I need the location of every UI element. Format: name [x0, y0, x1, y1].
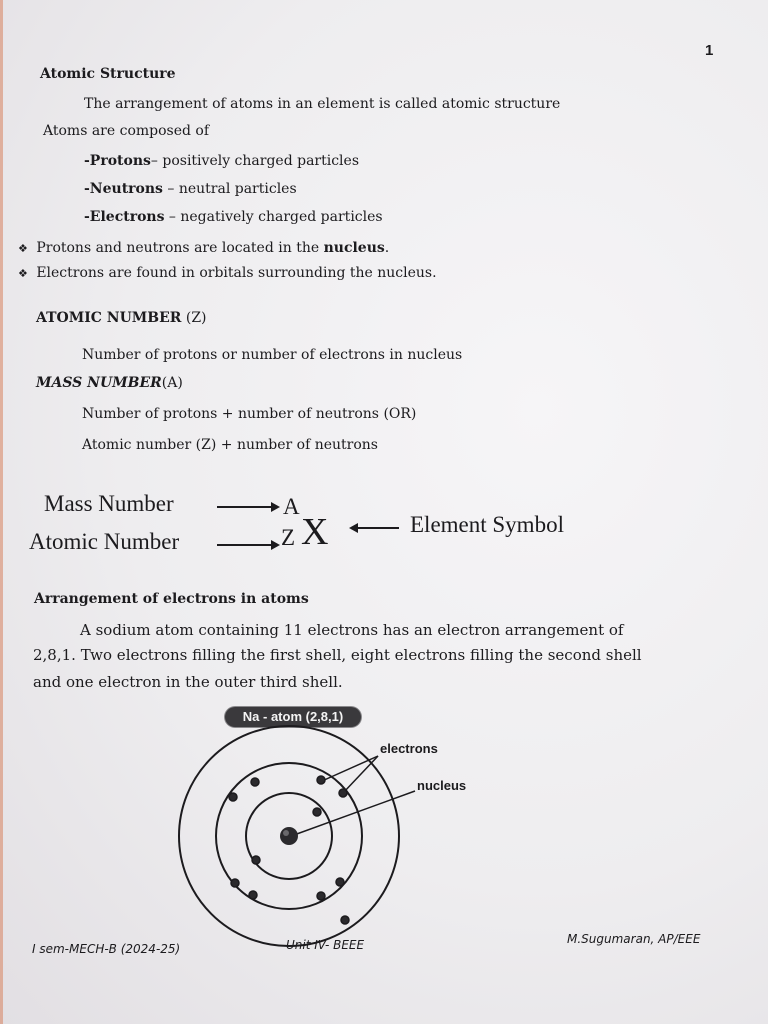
electron-dot	[336, 878, 344, 886]
bullet-end: .	[384, 240, 390, 256]
diagram-title-badge: Na - atom (2,8,1)	[225, 707, 361, 727]
atomic-number-symbol: Z	[281, 525, 296, 550]
nucleus-label: nucleus	[417, 778, 467, 793]
diamond-bullet-icon: ❖	[18, 242, 28, 255]
arrangement-line-2: 2,8,1. Two electrons filling the first shell, eight electrons filling the second shell	[33, 646, 642, 664]
atomic-number-suffix: (Z)	[181, 310, 207, 326]
mass-number-title: MASS NUMBER	[36, 375, 162, 391]
electrons-leader-1	[322, 756, 378, 781]
particle-description: – neutral particles	[162, 181, 297, 197]
electrons-leader-2	[343, 756, 378, 793]
electron-dot	[252, 856, 260, 864]
bullet-text: Electrons are found in orbitals surrounding the nucleus.	[36, 265, 437, 281]
composed-of-text: Atoms are composed of	[43, 123, 210, 139]
particle-name: -Electrons	[84, 209, 165, 225]
diamond-bullet-icon: ❖	[18, 267, 28, 280]
electron-dot	[317, 776, 325, 784]
electron-dot	[231, 879, 239, 887]
arrangement-line-3: and one electron in the outer third shell.	[33, 673, 343, 691]
intro-sentence: The arrangement of atoms in an element is called atomic structure	[84, 96, 561, 112]
particle-description: – negatively charged particles	[164, 209, 383, 225]
page-number: 1	[705, 42, 714, 59]
electrons-label: electrons	[380, 741, 438, 756]
particle-name: -Neutrons	[84, 181, 163, 197]
bullet-bold-text: nucleus	[323, 240, 385, 256]
arrangement-line-1: A sodium atom containing 11 electrons has an electron arrangement of	[80, 621, 624, 639]
footer-course: I sem-MECH-B (2024-25)	[32, 942, 181, 956]
mass-number-label: Mass Number	[44, 491, 174, 516]
electron-dot	[339, 789, 347, 797]
atomic-number-title: ATOMIC NUMBER	[36, 310, 182, 326]
mass-number-suffix: (A)	[161, 375, 183, 391]
bullet-text: Protons and neutrons are located in the	[36, 240, 324, 256]
element-symbol: X	[301, 511, 329, 553]
particle-description: – positively charged particles	[150, 153, 360, 169]
electron-dot	[249, 891, 257, 899]
mass-number-definition-2: Atomic number (Z) + number of neutrons	[82, 437, 378, 453]
mass-number-symbol: A	[283, 494, 300, 519]
electron-dot	[229, 793, 237, 801]
footer-author: M.Sugumaran, AP/EEE	[567, 932, 701, 946]
electron-dot	[251, 778, 259, 786]
electron-dot	[313, 808, 321, 816]
mass-number-definition-1: Number of protons + number of neutrons (OR)	[82, 406, 417, 422]
particle-name: -Protons	[84, 153, 151, 169]
electron-dot	[317, 892, 325, 900]
footer-unit: Unit IV- BEEE	[286, 938, 365, 952]
element-symbol-label: Element Symbol	[410, 512, 564, 537]
nucleus-dot	[280, 827, 298, 845]
nucleus-highlight	[283, 830, 289, 836]
atomic-number-definition: Number of protons or number of electrons in nucleus	[82, 347, 463, 363]
heading-atomic-structure: Atomic Structure	[40, 66, 176, 82]
electron-dot	[341, 916, 349, 924]
heading-arrangement: Arrangement of electrons in atoms	[34, 591, 309, 607]
atomic-number-label: Atomic Number	[29, 529, 180, 554]
